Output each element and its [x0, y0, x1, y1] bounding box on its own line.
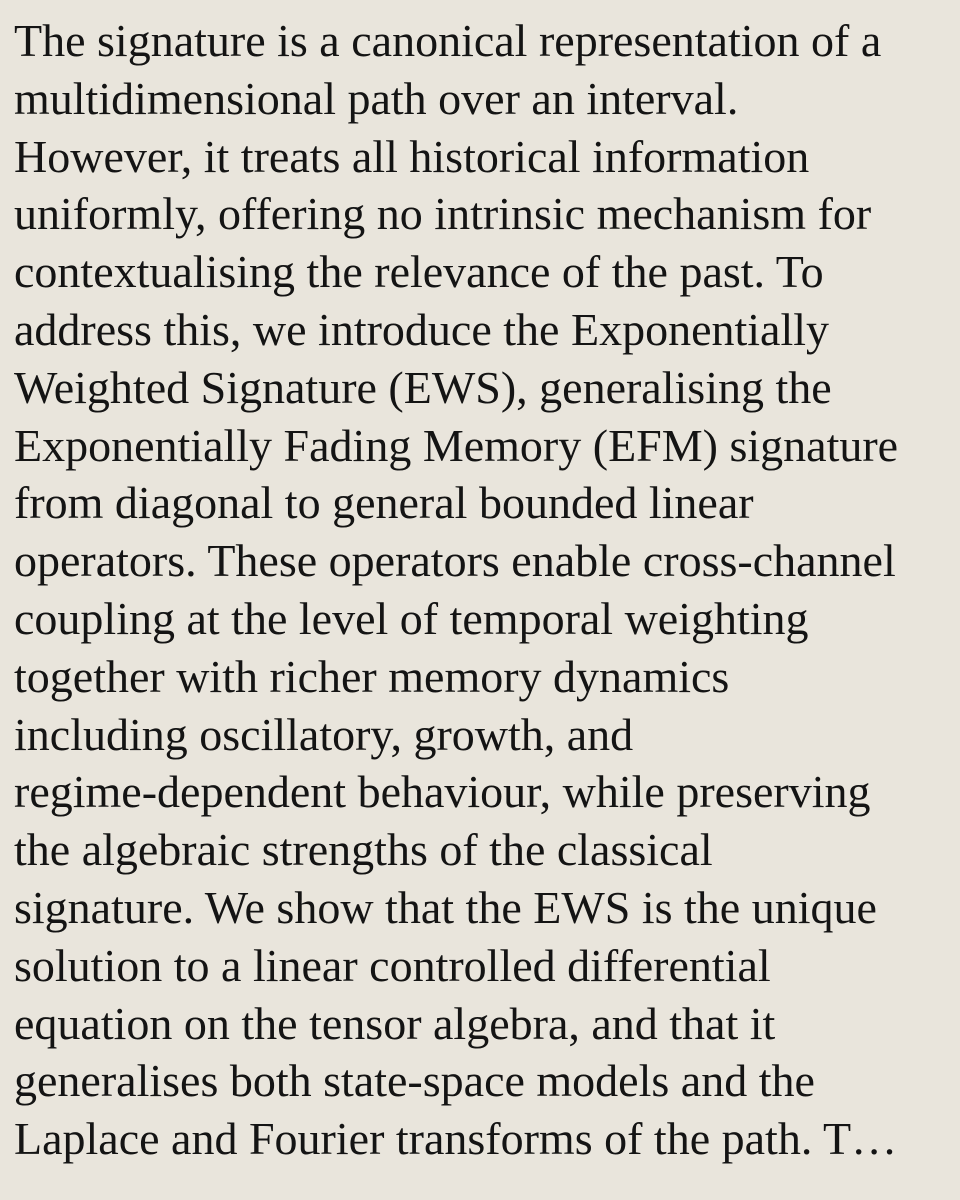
abstract-line-9: from diagonal to general bounded linear — [14, 477, 754, 529]
abstract-line-20: Laplace and Fourier transforms of the path. T… — [14, 1113, 898, 1165]
abstract-line-11: coupling at the level of temporal weighting — [14, 592, 809, 644]
abstract-line-17: solution to a linear controlled differential — [14, 939, 771, 991]
abstract-text — [14, 12, 946, 1168]
abstract-line-19: generalises both state-space models and the — [14, 1055, 815, 1107]
abstract-line-1: The signature is a canonical representation of a — [14, 15, 882, 66]
abstract-line-12: together with richer memory dynamics — [14, 650, 730, 702]
abstract-line-5: contextualising the relevance of the past. To — [14, 246, 824, 298]
abstract-line-14: regime-dependent behaviour, while preserving — [14, 766, 871, 818]
abstract-line-6: address this, we introduce the Exponentially — [14, 303, 830, 355]
abstract-line-3: However, it treats all historical information — [14, 130, 810, 182]
abstract-line-13: including oscillatory, growth, and — [14, 708, 634, 760]
abstract-line-8: Exponentially Fading Memory (EFM) signature — [14, 419, 899, 471]
abstract-line-16: signature. We show that the EWS is the unique — [14, 881, 877, 933]
abstract-line-4: uniformly, offering no intrinsic mechanism for — [14, 188, 872, 240]
abstract-line-15: the algebraic strengths of the classical — [14, 824, 713, 876]
abstract-line-18: equation on the tensor algebra, and that it — [14, 997, 776, 1049]
abstract-line-7: Weighted Signature (EWS), generalising the — [14, 361, 832, 413]
abstract-line-10: operators. These operators enable cross-channel — [14, 535, 896, 587]
abstract-line-2: multidimensional path over an interval. — [14, 72, 739, 124]
